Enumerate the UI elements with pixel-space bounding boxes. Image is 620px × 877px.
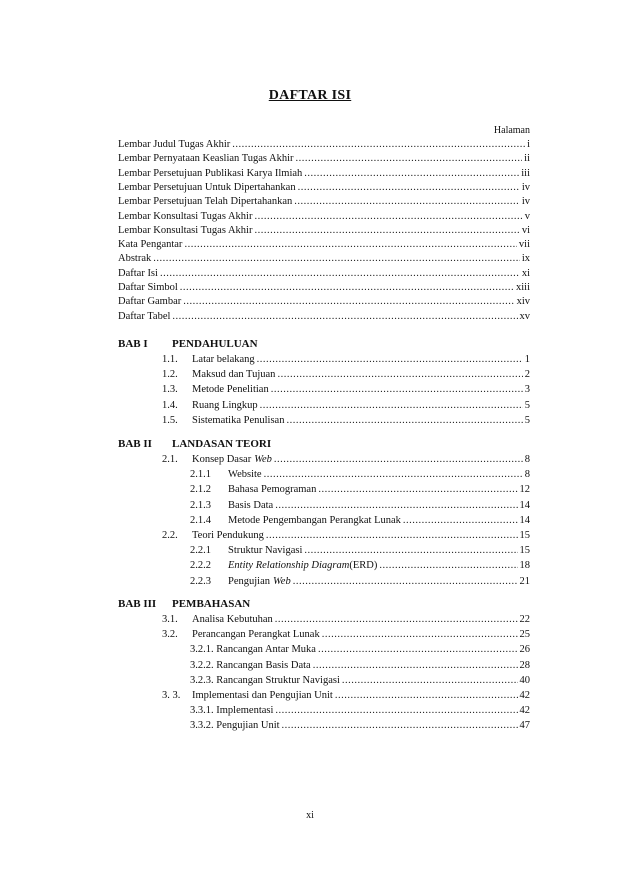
toc-entry-label: Lembar Persetujuan Untuk Dipertahankan [118, 182, 296, 193]
dot-leader [275, 704, 517, 718]
toc-entry-number: 1.5. [162, 415, 178, 426]
toc-entry[interactable] [118, 281, 530, 295]
toc-entry-page: 5 [524, 415, 530, 426]
toc-entry-page: i [527, 139, 530, 150]
toc-entry-number: 3.2. [162, 629, 178, 640]
toc-entry[interactable] [190, 514, 530, 528]
toc-entry-number: 1.3. [162, 384, 178, 395]
toc-entry-page: 8 [524, 469, 530, 480]
toc-entry-page: 21 [519, 576, 530, 587]
toc-entry-page: 28 [519, 660, 530, 671]
toc-entry-page: 15 [519, 545, 530, 556]
toc-entry-label: Lembar Konsultasi Tugas Akhir [118, 211, 253, 222]
toc-entry-page: 40 [519, 675, 530, 686]
toc-entry[interactable] [162, 383, 530, 397]
toc-entry-page: 22 [519, 614, 530, 625]
dot-leader [296, 152, 523, 166]
toc-entry-label: Lembar Konsultasi Tugas Akhir [118, 225, 253, 236]
toc-entry[interactable] [118, 195, 530, 209]
toc-entry[interactable] [190, 575, 530, 589]
toc-entry-number: 3. 3. [162, 690, 181, 701]
toc-entry-page: 18 [519, 560, 530, 571]
dot-leader [254, 210, 522, 224]
toc-entry-page: vi [521, 225, 530, 236]
toc-entry-page: 42 [519, 690, 530, 701]
chapter-number: BAB I [118, 338, 148, 350]
dot-leader [403, 514, 518, 528]
toc-entry-label: (ERD) [349, 560, 378, 571]
toc-entry-page: vii [518, 239, 530, 250]
toc-entry-label: 3.3.2. Pengujian Unit [190, 720, 280, 731]
toc-entry-number: 2.2.1 [190, 545, 211, 556]
toc-entry-number: 2.1. [162, 454, 178, 465]
page-column-label: Halaman [493, 125, 530, 136]
toc-entry[interactable] [118, 238, 530, 252]
toc-entry-page: ii [524, 153, 530, 164]
toc-entry-label-italic: Entity Relationship Diagram [228, 560, 350, 571]
toc-entry-label: Metode Pengembangan Perangkat Lunak [228, 515, 401, 526]
toc-entry[interactable] [162, 613, 530, 627]
toc-entry-label: Teori Pendukung [192, 530, 264, 541]
toc-entry-label: Ruang Lingkup [192, 400, 258, 411]
toc-entry[interactable] [162, 414, 530, 428]
toc-entry-number: 1.4. [162, 400, 178, 411]
toc-entry[interactable] [118, 210, 530, 224]
dot-leader [180, 281, 514, 295]
dot-leader [342, 674, 518, 688]
toc-entry-label: Maksud dan Tujuan [192, 369, 276, 380]
toc-entry[interactable] [162, 353, 530, 367]
toc-entry[interactable] [190, 643, 530, 657]
dot-leader [260, 399, 523, 413]
toc-entry-label: Website [228, 469, 262, 480]
toc-entry-page: iv [521, 182, 530, 193]
toc-entry-number: 2.2.2 [190, 560, 211, 571]
toc-entry-page: 1 [524, 354, 530, 365]
chapter-number: BAB III [118, 598, 157, 610]
toc-entry-page: 12 [519, 484, 530, 495]
dot-leader [257, 353, 523, 367]
toc-entry[interactable] [190, 559, 530, 573]
toc-entry-label: Daftar Gambar [118, 296, 182, 307]
toc-entry-number: 2.1.4 [190, 515, 211, 526]
toc-entry-label: Konsep Dasar [192, 454, 252, 465]
toc-entry[interactable] [190, 674, 530, 688]
toc-entry-label: Daftar Tabel [118, 311, 171, 322]
chapter-title: LANDASAN TEORI [172, 438, 272, 450]
toc-entry-label: Lembar Judul Tugas Akhir [118, 139, 231, 150]
toc-entry[interactable] [190, 719, 530, 733]
dot-leader [304, 544, 517, 558]
toc-entry-label: Lembar Persetujuan Telah Dipertahankan [118, 196, 293, 207]
dot-leader [275, 499, 517, 513]
toc-entry-number: 2.2.3 [190, 576, 211, 587]
dot-leader [286, 414, 522, 428]
toc-entry[interactable] [190, 659, 530, 673]
chapter-number: BAB II [118, 438, 152, 450]
toc-entry-page: xv [519, 311, 530, 322]
toc-entry-page: xiii [515, 282, 530, 293]
toc-entry[interactable] [162, 529, 530, 543]
toc-entry-page: 2 [524, 369, 530, 380]
toc-entry-number: 1.1. [162, 354, 178, 365]
toc-entry[interactable] [190, 499, 530, 513]
toc-entry[interactable] [118, 181, 530, 195]
toc-entry-label: Sistematika Penulisan [192, 415, 285, 426]
dot-leader [322, 628, 518, 642]
dot-leader [318, 643, 518, 657]
chapter-heading[interactable] [118, 438, 271, 450]
toc-entry[interactable] [118, 252, 530, 266]
toc-entry[interactable] [190, 468, 530, 482]
toc-entry-number: 1.2. [162, 369, 178, 380]
dot-leader [282, 719, 518, 733]
toc-entry-label: Pengujian [228, 576, 270, 587]
toc-entry-label: 3.2.1. Rancangan Antar Muka [190, 644, 316, 655]
dot-leader [274, 453, 523, 467]
toc-entry-number: 2.2. [162, 530, 178, 541]
toc-entry-label-italic: Web [254, 454, 272, 465]
toc-entry-page: iii [521, 168, 530, 179]
toc-entry-label: 3.2.2. Rancangan Basis Data [190, 660, 311, 671]
toc-entry-label: Abstrak [118, 253, 152, 264]
dot-leader [266, 529, 518, 543]
toc-entry-label: Daftar Simbol [118, 282, 178, 293]
dot-leader [304, 167, 519, 181]
toc-entry-label: Basis Data [228, 500, 274, 511]
dot-leader [160, 267, 520, 281]
toc-entry-page: iv [521, 196, 530, 207]
toc-entry-page: 26 [519, 644, 530, 655]
toc-entry-page: 25 [519, 629, 530, 640]
toc-entry[interactable] [190, 704, 530, 718]
toc-entry-label: Struktur Navigasi [228, 545, 303, 556]
toc-entry[interactable] [162, 453, 530, 467]
toc-entry[interactable] [190, 544, 530, 558]
toc-entry-label: Latar belakang [192, 354, 255, 365]
toc-entry-page: 15 [519, 530, 530, 541]
toc-entry-page: 3 [524, 384, 530, 395]
dot-leader [379, 559, 517, 573]
toc-entry[interactable] [162, 368, 530, 382]
toc-entry-label: Perancangan Perangkat Lunak [192, 629, 320, 640]
toc-entry-page: 47 [519, 720, 530, 731]
toc-entry-label: Lembar Pernyataan Keaslian Tugas Akhir [118, 153, 294, 164]
dot-leader [264, 468, 523, 482]
toc-entry-number: 3.1. [162, 614, 178, 625]
toc-entry-label: Kata Pengantar [118, 239, 183, 250]
page-title: DAFTAR ISI [268, 88, 352, 103]
toc-entry-page: v [524, 211, 530, 222]
toc-entry-label-italic: Web [273, 576, 291, 587]
chapter-title: PEMBAHASAN [172, 598, 251, 610]
dot-leader [275, 613, 518, 627]
chapter-heading[interactable] [118, 598, 250, 610]
dot-leader [318, 483, 517, 497]
dot-leader [294, 195, 520, 209]
toc-entry-page: 8 [524, 454, 530, 465]
toc-entry-page: 14 [519, 500, 530, 511]
dot-leader [271, 383, 523, 397]
toc-entry-page: 42 [519, 705, 530, 716]
chapter-title: PENDAHULUAN [172, 338, 258, 350]
toc-entry-page: ix [521, 253, 530, 264]
dot-leader [232, 138, 525, 152]
toc-entry-label: Bahasa Pemograman [228, 484, 317, 495]
toc-entry-label: Lembar Persetujuan Publikasi Karya Ilmiah [118, 168, 303, 179]
toc-entry[interactable] [162, 399, 530, 413]
toc-entry-label: Daftar Isi [118, 268, 158, 279]
dot-leader [183, 295, 514, 309]
toc-entry[interactable] [118, 138, 530, 152]
toc-entry[interactable] [118, 167, 530, 181]
toc-entry[interactable] [118, 295, 530, 309]
toc-entry[interactable] [118, 310, 530, 324]
toc-entry-label: 3.2.3. Rancangan Struktur Navigasi [190, 675, 340, 686]
toc-entry-number: 2.1.3 [190, 500, 211, 511]
toc-entry-page: xi [521, 268, 530, 279]
toc-entry-label: Metode Penelitian [192, 384, 269, 395]
toc-entry[interactable] [162, 628, 530, 642]
toc-entry[interactable] [118, 152, 530, 166]
dot-leader [153, 252, 520, 266]
chapter-heading[interactable] [118, 338, 258, 350]
dot-leader [298, 181, 520, 195]
toc-entry[interactable] [118, 224, 530, 238]
toc-entry-number: 2.1.1 [190, 469, 211, 480]
dot-leader [184, 238, 516, 252]
dot-leader [293, 575, 518, 589]
toc-entry[interactable] [118, 267, 530, 281]
toc-entry-page: 5 [524, 400, 530, 411]
toc-entry[interactable] [190, 483, 530, 497]
toc-entry-number: 2.1.2 [190, 484, 211, 495]
toc-entry-page: 14 [519, 515, 530, 526]
toc-entry-page: xiv [516, 296, 530, 307]
dot-leader [277, 368, 522, 382]
toc-entry-label: Implementasi dan Pengujian Unit [192, 690, 333, 701]
dot-leader [172, 310, 517, 324]
toc-entry-label: 3.3.1. Implementasi [190, 705, 274, 716]
toc-entry-label: Analisa Kebutuhan [192, 614, 273, 625]
dot-leader [335, 689, 518, 703]
toc-entry[interactable] [162, 689, 530, 703]
dot-leader [254, 224, 519, 238]
page-number: xi [306, 810, 314, 821]
dot-leader [313, 659, 518, 673]
